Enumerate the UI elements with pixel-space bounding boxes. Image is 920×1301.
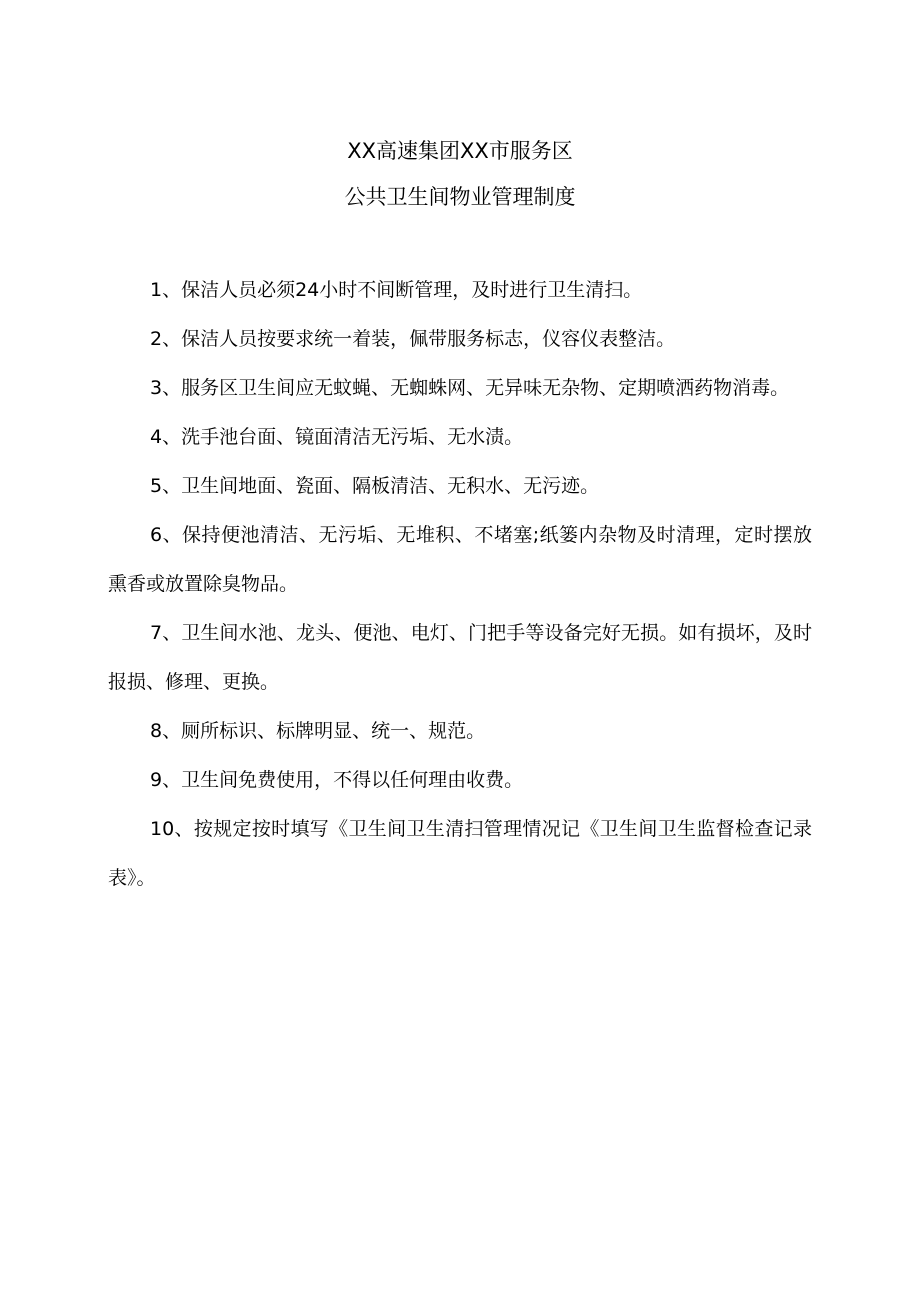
- paragraph-item-5: 5、卫生间地面、瓷面、隔板清洁、无积水、无污迹。: [150, 475, 600, 497]
- document-title-line-1: XX高速集团XX市服务区: [347, 139, 573, 163]
- paragraph-item-2: 2、保洁人员按要求统一着装，佩带服务标志，仪容仪表整洁。: [150, 328, 676, 350]
- paragraph-item-6: 6、保持便池清洁、无污垢、无堆积、不堵塞;纸篓内杂物及时清理，定时摆放熏香或放置除臭物品。: [108, 524, 812, 595]
- paragraph-item-9: 9、卫生间免费使用，不得以任何理由收费。: [150, 769, 524, 791]
- document-title-line-2: 公共卫生间物业管理制度: [344, 185, 576, 209]
- paragraph-item-4: 4、洗手池台面、镜面清洁无污垢、无水渍。: [150, 426, 524, 448]
- paragraph-item-8: 8、厕所标识、标牌明显、统一、规范。: [150, 720, 486, 742]
- title-block: [0, 128, 920, 220]
- paragraph-item-7: 7、卫生间水池、龙头、便池、电灯、门把手等设备完好无损。如有损坏，及时报损、修理、更换。: [108, 622, 812, 693]
- paragraph-item-10: 10、按规定按时填写《卫生间卫生清扫管理情况记《卫生间卫生监督检查记录表》。: [108, 818, 812, 889]
- document-body: [108, 266, 812, 903]
- paragraph-item-1: 1、保洁人员必须24小时不间断管理，及时进行卫生清扫。: [150, 279, 643, 301]
- paragraph-item-3: 3、服务区卫生间应无蚊蝇、无蜘蛛网、无异味无杂物、定期喷洒药物消毒。: [150, 377, 790, 399]
